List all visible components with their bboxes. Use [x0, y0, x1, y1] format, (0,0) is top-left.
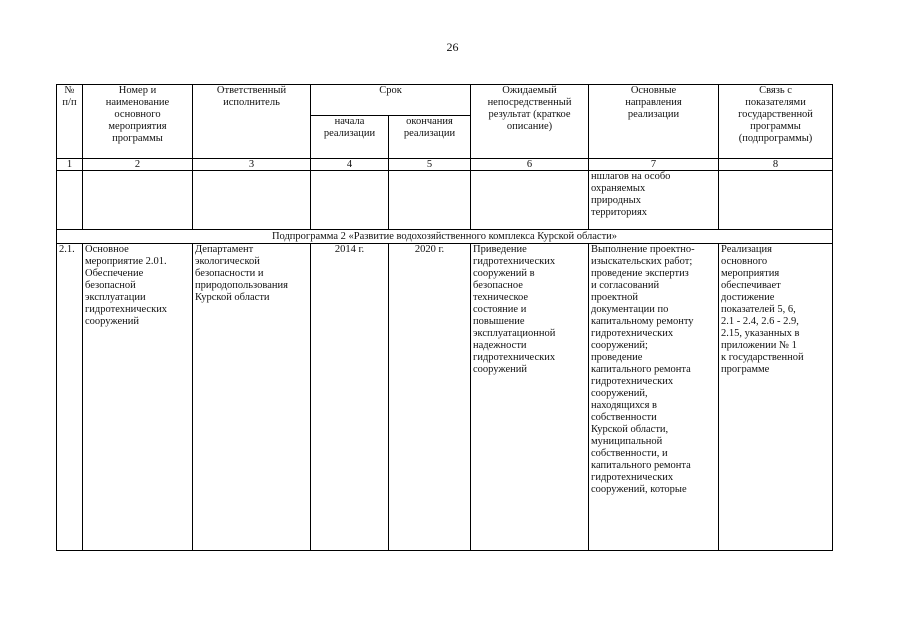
- header-name: Номер и наименование основного мероприятия программы: [83, 85, 193, 159]
- start-date: 2014 г.: [311, 244, 389, 551]
- expected-result: Приведение гидротехнических сооружений в безопасное техническое состояние и повышение эксплуатационной надежности гидротехнических сооружений: [471, 244, 589, 551]
- subprogram-row: [57, 230, 833, 244]
- main-directions: Выполнение проектно- изыскательских работ; проведение экспертиз и согласований проектной документации по капитальному ремонту гидротехнических сооружений; проведение капитального ремонта гидротехнических сооружений, находящихся в собственности Курской области, муниципальной собственности, и капитального ремонта гидротехнических сооружений, которые: [589, 244, 719, 551]
- column-index: 3: [193, 159, 311, 171]
- header-start: начала реализации: [311, 116, 389, 159]
- table-cell: [57, 171, 83, 230]
- row-number: 2.1.: [57, 244, 83, 551]
- column-index: 1: [57, 159, 83, 171]
- table-cell: [311, 171, 389, 230]
- continuation-directions: ншлагов на особо охраняемых природных территориях: [589, 171, 719, 230]
- page-number: 26: [446, 40, 459, 54]
- subprogram-title: Подпрограмма 2 «Развитие водохозяйственного комплекса Курской области»: [57, 230, 833, 244]
- column-index: 5: [389, 159, 471, 171]
- column-index: 7: [589, 159, 719, 171]
- column-index: 2: [83, 159, 193, 171]
- table-cell: [83, 171, 193, 230]
- header-directions: Основные направления реализации: [589, 85, 719, 159]
- end-date: 2020 г.: [389, 244, 471, 551]
- header-result: Ожидаемый непосредственный результат (краткое описание): [471, 85, 589, 159]
- table-row: [57, 244, 833, 551]
- header-end: окончания реализации: [389, 116, 471, 159]
- measures-table: [56, 84, 833, 551]
- continuation-row: [57, 171, 833, 230]
- header-responsible: Ответственный исполнитель: [193, 85, 311, 159]
- header-link: Связь с показателями государственной программы (подпрограммы): [719, 85, 833, 159]
- table-cell: [389, 171, 471, 230]
- responsible-executor: Департамент экологической безопасности и природопользования Курской области: [193, 244, 311, 551]
- column-index: 6: [471, 159, 589, 171]
- header-term: Срок: [311, 85, 471, 116]
- header-row: [57, 85, 833, 116]
- indicator-link: Реализация основного мероприятия обеспечивает достижение показателей 5, 6, 2.1 - 2.4, 2.6 - 2.9, 2.15, указанных в приложении № 1 к государственной программе: [719, 244, 833, 551]
- header-num: № п/п: [57, 85, 83, 159]
- column-index: 4: [311, 159, 389, 171]
- column-index-row: [57, 159, 833, 171]
- table-cell: [719, 171, 833, 230]
- table-cell: [193, 171, 311, 230]
- measure-name: Основное мероприятие 2.01. Обеспечение безопасной эксплуатации гидротехнических сооружений: [83, 244, 193, 551]
- table-cell: [471, 171, 589, 230]
- column-index: 8: [719, 159, 833, 171]
